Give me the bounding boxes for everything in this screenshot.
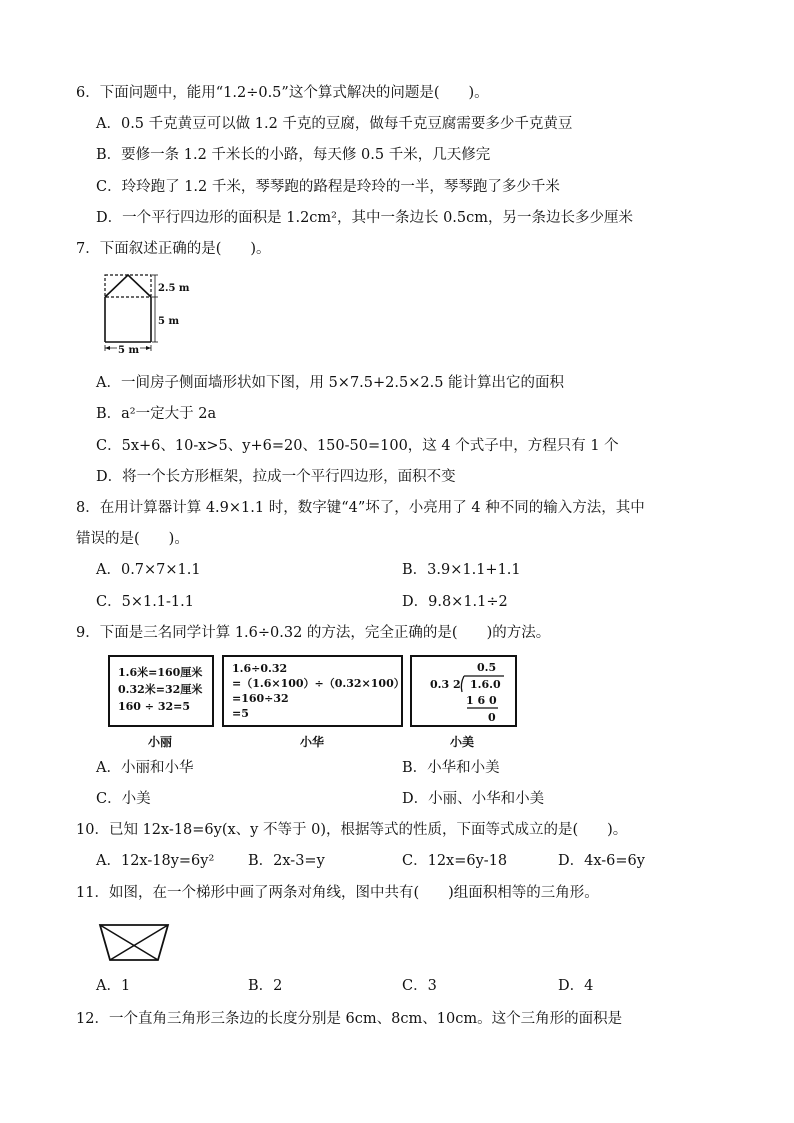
q9-stem: 9．下面是三名同学计算 1.6÷0.32 的方法，完全正确的是( )的方法。	[76, 625, 551, 641]
q11-option-b: B．2	[248, 978, 283, 994]
caption-xiaoli: 小丽	[148, 735, 173, 749]
q10-option-c: C．12x=6y-18	[402, 853, 508, 869]
q7-stem: 7．下面叙述正确的是( )。	[76, 241, 271, 257]
box1-line-2: 0.32米=32厘米	[118, 683, 203, 696]
box2-line-4: =5	[232, 707, 249, 720]
box2-line-3: =160÷32	[232, 692, 289, 705]
trapezoid-figure	[98, 922, 172, 964]
box2-line-1: 1.6÷0.32	[232, 662, 288, 675]
q7-option-d: D．将一个长方形框架，拉成一个平行四边形，面积不变	[96, 469, 456, 485]
box3-quotient: 0.5	[477, 661, 497, 674]
figure-label-side: 5 m	[158, 316, 180, 327]
q7-option-b: B．a²一定大于 2a	[96, 406, 217, 422]
q8-option-c: C．5×1.1-1.1	[96, 594, 194, 610]
caption-xiaohua: 小华	[300, 735, 325, 749]
q11-option-d: D．4	[558, 978, 594, 994]
q12-stem: 12．一个直角三角形三条边的长度分别是 6cm、8cm、10cm。这个三角形的面积是	[76, 1011, 623, 1027]
q7-option-c: C．5x+6、10-x>5、y+6=20、150-50=100，这 4 个式子中，方程只有 1 个	[96, 438, 619, 454]
q8-stem-line2: 错误的是( )。	[76, 531, 189, 547]
box1-line-3: 160 ÷ 32=5	[118, 700, 191, 713]
q11-stem: 11．如图，在一个梯形中画了两条对角线，图中共有( )组面积相等的三角形。	[76, 885, 599, 901]
q9-option-d: D．小丽、小华和小美	[402, 791, 545, 807]
figure-label-top: 2.5 m	[158, 283, 190, 294]
q9-option-b: B．小华和小美	[402, 760, 500, 776]
solution-box-xiaoli	[108, 655, 214, 727]
box3-remainder: 0	[488, 711, 496, 724]
q6-option-c: C．玲玲跑了 1.2 千米，琴琴跑的路程是玲玲的一半，琴琴跑了多少千米	[96, 179, 560, 195]
box1-line-1: 1.6米=160厘米	[118, 666, 203, 679]
solution-box-xiaohua	[222, 655, 403, 727]
q10-stem: 10．已知 12x-18=6y(x、y 不等于 0)，根据等式的性质，下面等式成立的是( )。	[76, 822, 628, 838]
q11-option-a: A．1	[96, 978, 131, 994]
q9-option-a: A．小丽和小华	[96, 760, 194, 776]
box3-dividend: 1.6.0	[470, 678, 501, 691]
figure-label-bottom: 5 m	[118, 345, 140, 356]
q6-option-a: A．0.5 千克黄豆可以做 1.2 千克的豆腐，做每千克豆腐需要多少千克黄豆	[96, 116, 573, 132]
q10-option-d: D．4x-6=6y	[558, 853, 645, 869]
q6-option-d: D．一个平行四边形的面积是 1.2cm²，其中一条边长 0.5cm，另一条边长多少厘米	[96, 210, 634, 226]
q8-option-d: D．9.8×1.1÷2	[402, 594, 508, 610]
box3-product: 1 6 0	[466, 694, 497, 707]
q11-option-c: C．3	[402, 978, 437, 994]
q8-stem-line1: 8．在用计算器计算 4.9×1.1 时，数字键“4”坏了，小亮用了 4 种不同的输入方法，其中	[76, 500, 645, 516]
q10-option-b: B．2x-3=y	[248, 853, 325, 869]
q6-stem: 6．下面问题中，能用“1.2÷0.5”这个算式解决的问题是( )。	[76, 85, 489, 101]
box3-divisor: 0.3 2	[430, 678, 461, 691]
box2-line-2: =（1.6×100）÷（0.32×100）	[232, 677, 405, 690]
q6-option-b: B．要修一条 1.2 千米长的小路，每天修 0.5 千米，几天修完	[96, 147, 491, 163]
q8-option-a: A．0.7×7×1.1	[96, 562, 201, 578]
q10-option-a: A．12x-18y=6y²	[96, 853, 215, 869]
q7-option-a: A．一间房子侧面墙形状如下图，用 5×7.5+2.5×2.5 能计算出它的面积	[96, 375, 565, 391]
q8-option-b: B．3.9×1.1+1.1	[402, 562, 521, 578]
solution-box-xiaomei	[410, 655, 517, 727]
caption-xiaomei: 小美	[450, 735, 475, 749]
q9-option-c: C．小美	[96, 791, 151, 807]
